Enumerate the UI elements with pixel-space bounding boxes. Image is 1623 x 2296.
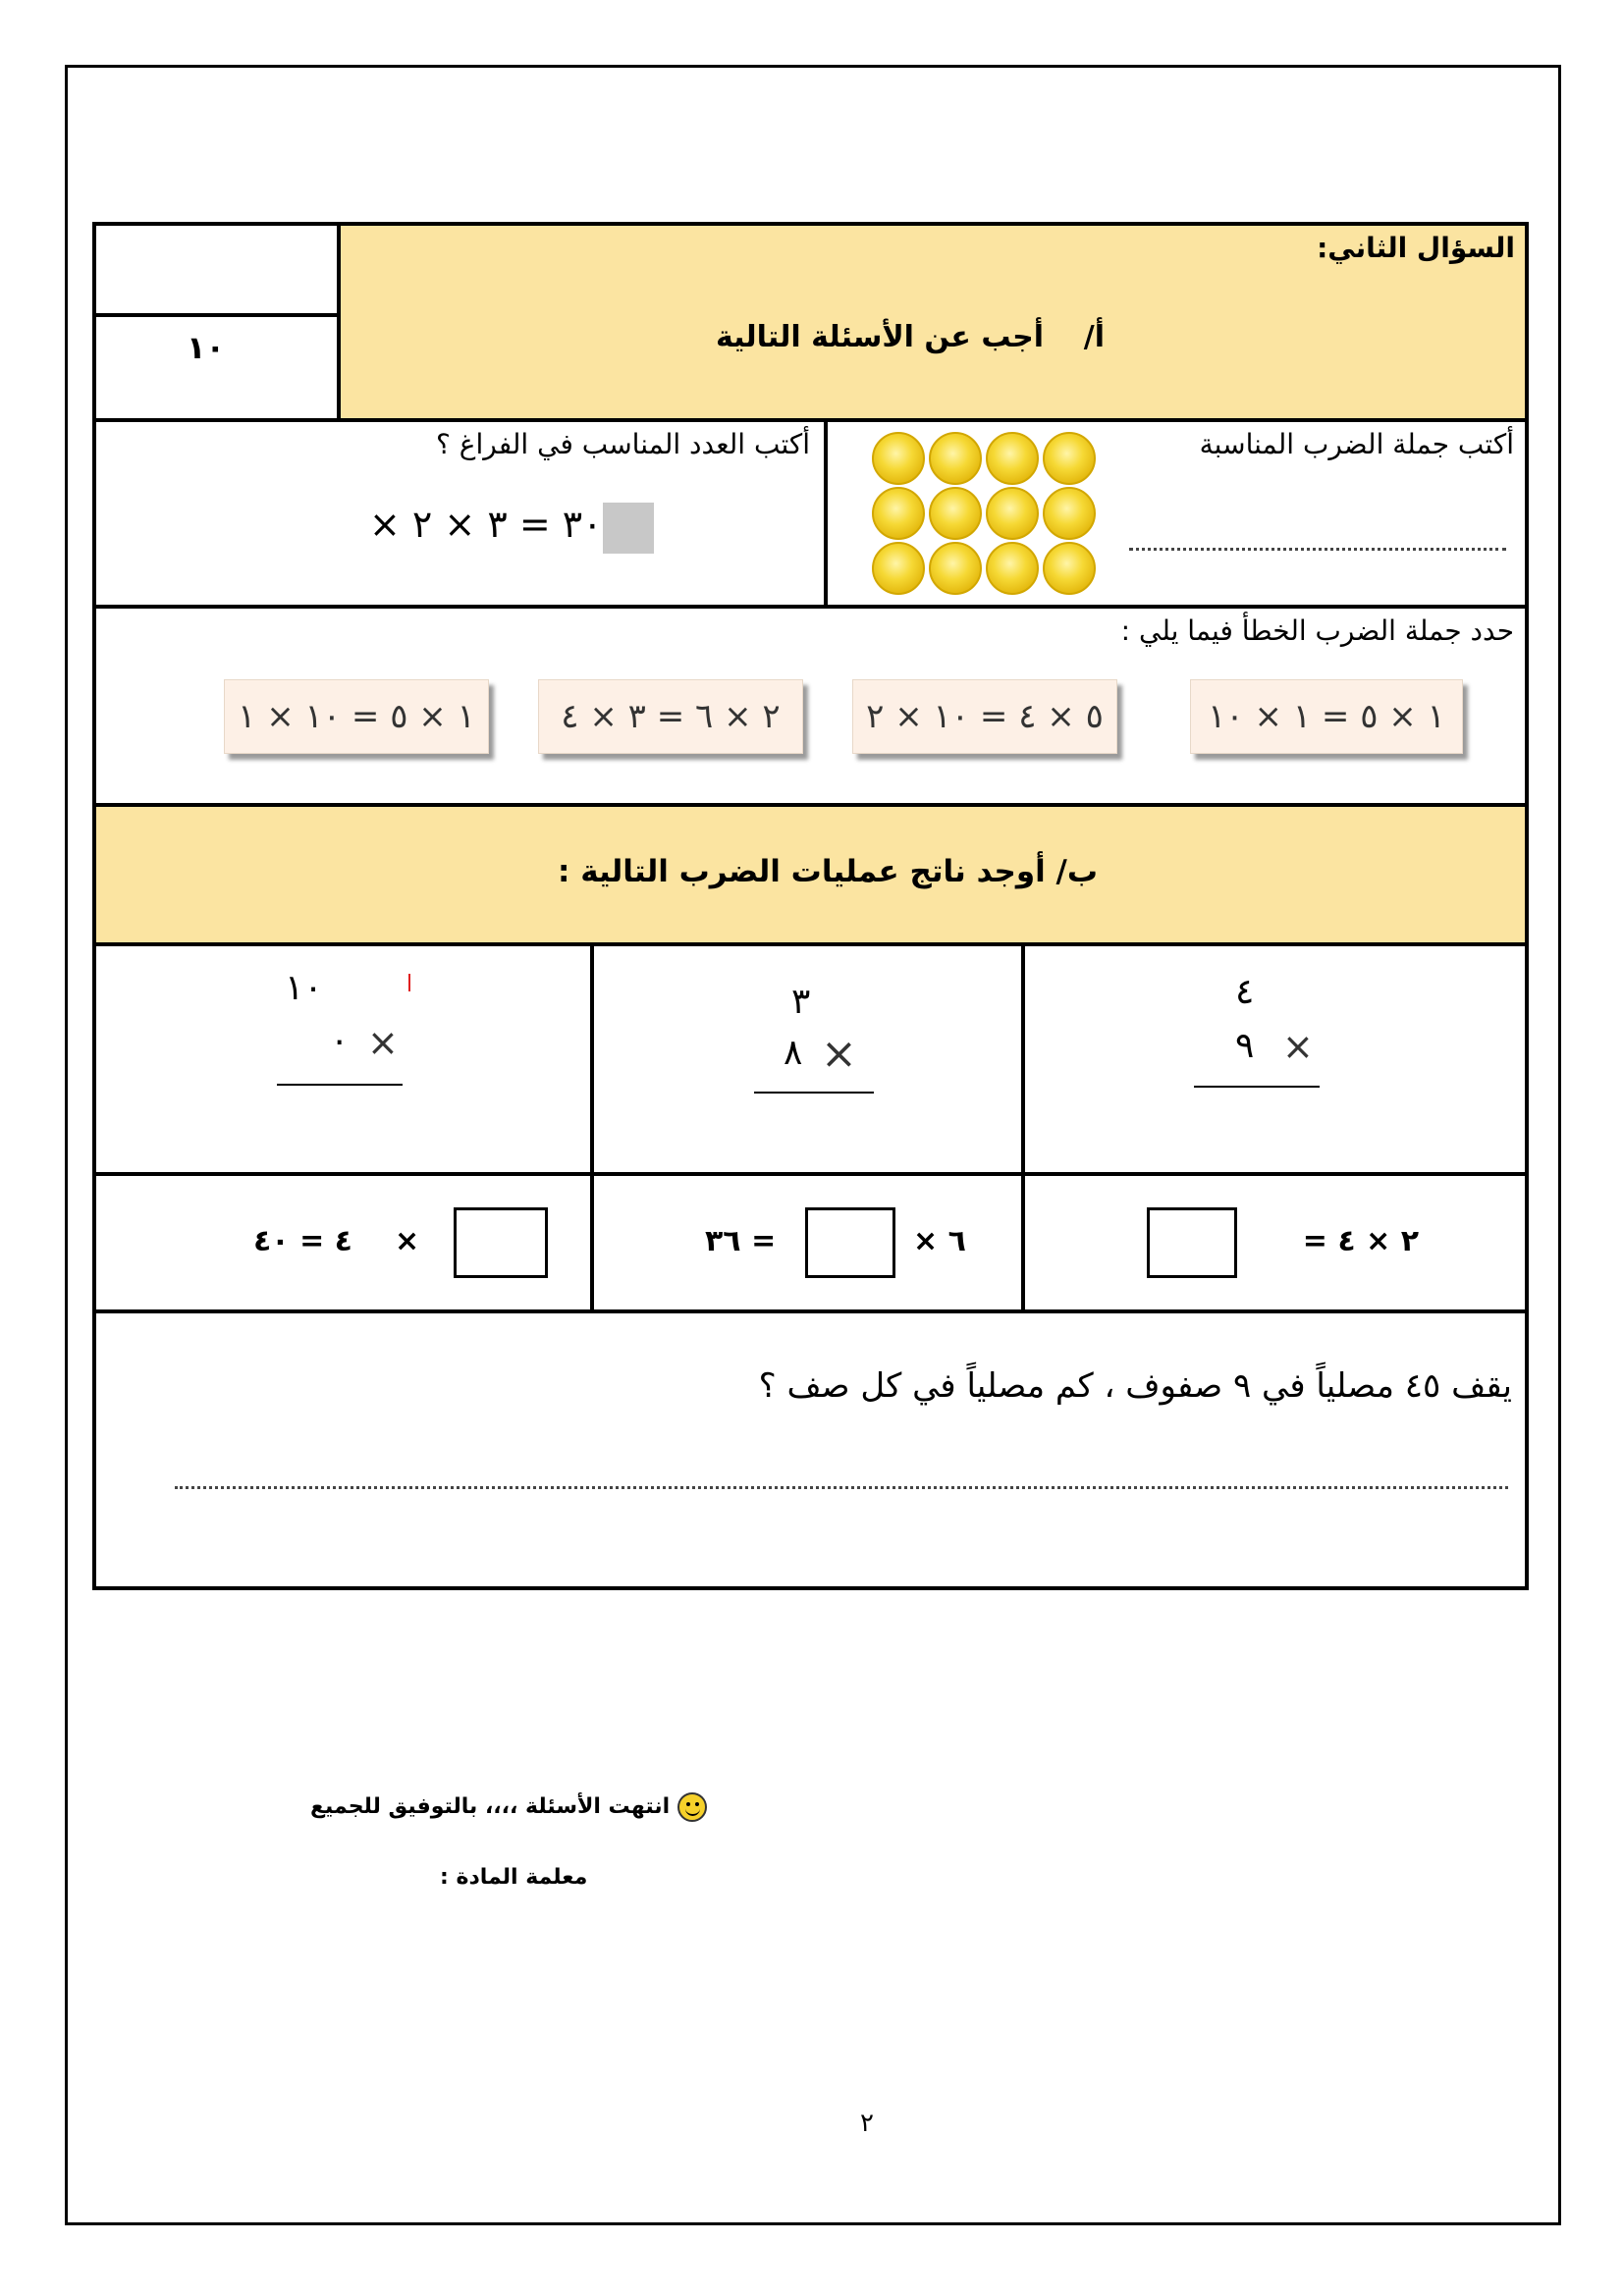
- smiley-icon: [677, 1792, 707, 1822]
- vp-bottom: ٨: [784, 1033, 803, 1073]
- mf-expression: ٤ = ٤٠: [253, 1224, 352, 1258]
- coin-icon: [1043, 432, 1096, 485]
- coin-icon: [1043, 542, 1096, 595]
- mf-expression: ×: [395, 1224, 420, 1258]
- missing-number-prompt: أكتب العدد المناسب في الفراغ ؟: [436, 428, 810, 460]
- vp-sign: ×: [367, 1021, 399, 1064]
- array-answer-line[interactable]: [1129, 548, 1506, 551]
- mf-expression: ٢ × ٤ =: [1302, 1224, 1419, 1258]
- part-a-label: أ/: [1083, 320, 1105, 354]
- part-a-title: أجب عن الأسئلة التالية: [715, 320, 1044, 354]
- vp-bottom: ٠: [330, 1021, 350, 1061]
- row-word-problem: [92, 1309, 1529, 1590]
- equation-card[interactable]: ١ × ٥ = ١٠ × ١: [224, 679, 489, 754]
- mf-answer-box[interactable]: [1147, 1207, 1237, 1278]
- coin-icon: [986, 432, 1039, 485]
- score-box: [92, 222, 341, 422]
- coin-icon: [872, 542, 925, 595]
- mf-expression: = ٣٦: [705, 1224, 777, 1258]
- coin-icon: [929, 487, 982, 540]
- vp-sign: ×: [1282, 1025, 1314, 1068]
- coin-icon: [1043, 487, 1096, 540]
- vp-bottom: ٩: [1235, 1026, 1255, 1066]
- row-divider: [824, 418, 828, 609]
- equation-card[interactable]: ٥ × ٤ = ١٠ × ٢: [852, 679, 1117, 754]
- coin-icon: [986, 487, 1039, 540]
- coin-array: [872, 432, 1108, 599]
- coin-icon: [929, 542, 982, 595]
- coin-icon: [986, 542, 1039, 595]
- closing-message: انتهت الأسئلة ،،،، بالتوفيق للجميع: [310, 1792, 707, 1822]
- part-b-title: ب/ أوجد ناتج عمليات الضرب التالية :: [558, 854, 1098, 889]
- teacher-label: معلمة المادة :: [440, 1865, 588, 1890]
- vp-sign: ×: [821, 1029, 857, 1079]
- array-prompt: أكتب جملة الضرب المناسبة: [1199, 428, 1514, 460]
- mf-answer-box[interactable]: [805, 1207, 895, 1278]
- score-divider: [92, 313, 341, 317]
- equation-card[interactable]: ٢ × ٦ = ٣ × ٤: [538, 679, 803, 754]
- word-problem-answer-line[interactable]: [175, 1486, 1508, 1489]
- vp-top: ١٠: [285, 968, 323, 1008]
- equation-card[interactable]: ١ × ٥ = ١ × ١٠: [1190, 679, 1463, 754]
- vp-line: [1194, 1086, 1320, 1088]
- mf-expression: ٦ ×: [913, 1224, 966, 1258]
- word-problem-text: يقف ٤٥ مصلياً في ٩ صفوف ، كم مصلياً في كل صف ؟: [758, 1366, 1512, 1406]
- score-value: ١٠: [187, 329, 226, 366]
- mf-answer-box[interactable]: [454, 1207, 548, 1278]
- question-number-title: السؤال الثاني:: [1317, 232, 1515, 264]
- coin-icon: [872, 487, 925, 540]
- blank-answer-box[interactable]: [603, 503, 654, 554]
- red-mark: [408, 974, 410, 991]
- missing-number-equation: ٣٠ = ٣ × ٢ ×: [369, 503, 603, 546]
- coin-icon: [929, 432, 982, 485]
- vp-line: [754, 1092, 874, 1094]
- vp-line: [277, 1084, 403, 1086]
- vp-top: ٣: [791, 982, 811, 1022]
- coin-icon: [872, 432, 925, 485]
- identify-wrong-prompt: حدد جملة الضرب الخطأ فيما يلي :: [1120, 614, 1514, 647]
- page-number: ٢: [860, 2109, 874, 2138]
- vp-top: ٤: [1235, 972, 1255, 1012]
